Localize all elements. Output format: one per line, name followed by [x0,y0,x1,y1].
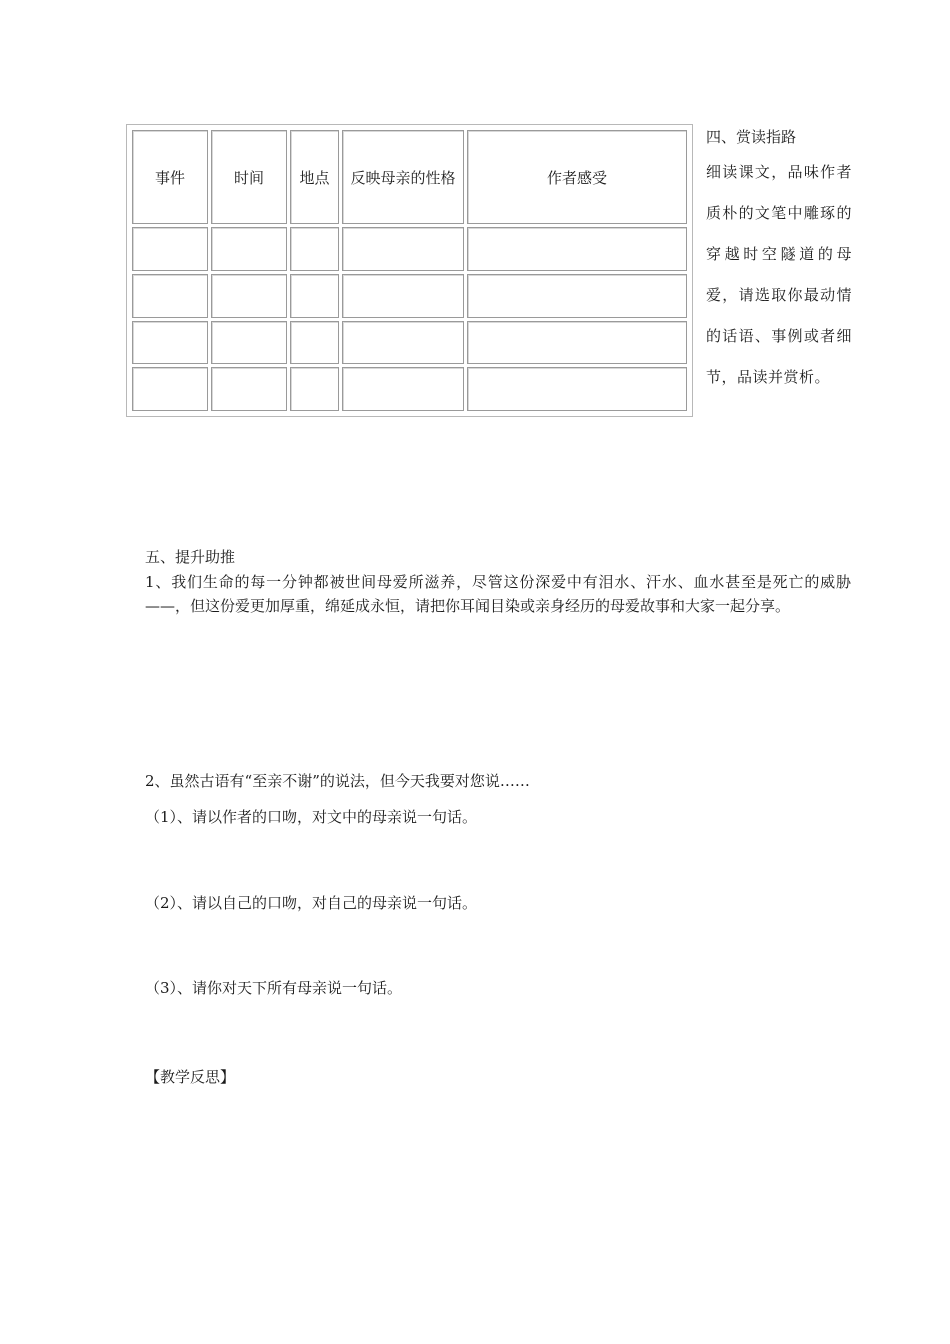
table-cell[interactable] [290,321,339,365]
reading-guide [706,122,852,398]
teaching-reflection-title: 【教学反思】 [145,1068,236,1086]
table-cell[interactable] [342,367,464,411]
table-cell[interactable] [132,227,208,271]
table-cell[interactable] [467,321,687,365]
header-event: 事件 [132,130,208,224]
table-cell[interactable] [467,274,687,318]
table-header-row [132,130,687,224]
table-cell[interactable] [211,321,287,365]
table-cell[interactable] [342,321,464,365]
question-2-2: （2）、请以自己的口吻，对自己的母亲说一句话。 [145,894,478,912]
table-row [132,321,687,365]
header-mother-character: 反映母亲的性格 [342,130,464,224]
table-cell[interactable] [467,367,687,411]
question-2: 2、虽然古语有“至亲不谢”的说法，但今天我要对您说…… [145,772,530,790]
table-cell[interactable] [342,227,464,271]
table-row [132,227,687,271]
question-1: 1、我们生命的每一分钟都被世间母爱所滋养，尽管这份深爱中有泪水、汗水、血水甚至是死亡的威胁——，但这份爱更加厚重，绵延成永恒，请把你耳闻目染或亲身经历的母爱故事和大家一起分享。 [145,573,851,615]
table-cell[interactable] [342,274,464,318]
section5-title: 五、提升助推 [145,548,236,566]
question-2-3: （3）、请你对天下所有母亲说一句话。 [145,979,403,997]
table-cell[interactable] [132,367,208,411]
section4-title: 四、赏读指路 [706,128,797,146]
table-cell[interactable] [290,227,339,271]
table-cell[interactable] [211,227,287,271]
table-cell[interactable] [211,367,287,411]
header-author-feeling: 作者感受 [467,130,687,224]
header-place: 地点 [290,130,339,224]
question-2-1: （1）、请以作者的口吻，对文中的母亲说一句话。 [145,808,478,826]
table-row [132,274,687,318]
table-cell[interactable] [290,274,339,318]
table-cell[interactable] [211,274,287,318]
info-table [129,127,690,414]
table-row [132,367,687,411]
table-cell[interactable] [467,227,687,271]
info-table-frame [126,124,693,417]
header-time: 时间 [211,130,287,224]
table-cell[interactable] [290,367,339,411]
section4-body: 细读课文，品味作者质朴的文笔中雕琢的穿越时空隧道的母爱，请选取你最动情的话语、事例或者细节，品读并赏析。 [706,163,852,386]
table-cell[interactable] [132,321,208,365]
table-cell[interactable] [132,274,208,318]
